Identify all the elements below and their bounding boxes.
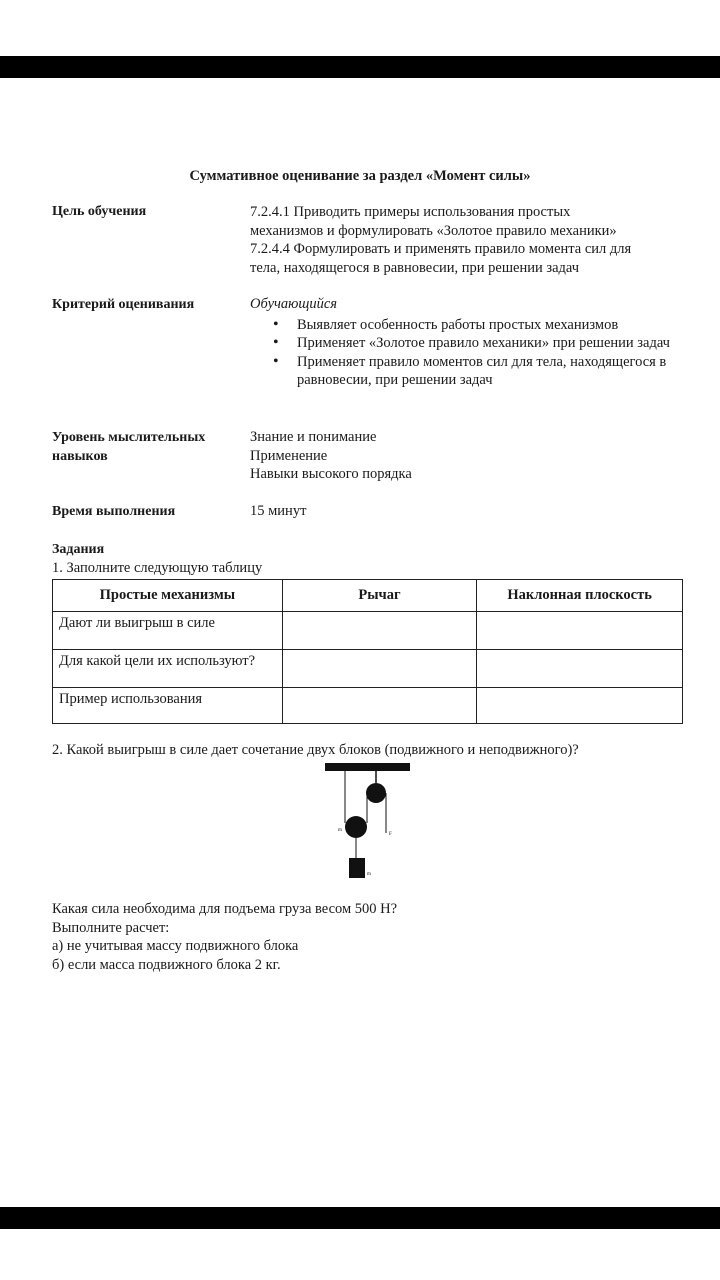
table-row xyxy=(53,688,683,724)
svg-text:F: F xyxy=(389,832,392,837)
top-black-bar xyxy=(0,56,720,78)
goal-label: Цель обучения xyxy=(52,204,147,219)
criteria-intro: Обучающийся xyxy=(250,296,338,312)
table-cell[interactable] xyxy=(282,612,477,650)
criteria-block xyxy=(250,295,680,390)
row-label: Для какой цели их используют? xyxy=(53,650,283,688)
table-cell[interactable] xyxy=(282,650,477,688)
table-cell[interactable] xyxy=(477,688,683,724)
calc-line: а) не учитывая массу подвижного блока xyxy=(52,938,299,954)
fixed-pulley xyxy=(366,783,386,803)
calc-line: б) если масса подвижного блока 2 кг. xyxy=(52,956,281,973)
table-row xyxy=(53,650,683,688)
row-label: Дают ли выигрыш в силе xyxy=(53,612,283,650)
svg-text:m: m xyxy=(367,872,371,877)
movable-pulley xyxy=(345,816,367,838)
task2-text: 2. Какой выигрыш в силе дает сочетание двух блоков (подвижного и неподвижного)? xyxy=(52,742,579,758)
tasks-heading: Задания xyxy=(52,542,105,557)
mechanisms-table xyxy=(52,579,683,724)
skill-value: Знание и понимание xyxy=(250,429,377,445)
bottom-black-bar xyxy=(0,1207,720,1229)
criteria-item: • Выявляет особенность работы простых механизмов xyxy=(297,316,680,335)
table-header: Наклонная плоскость xyxy=(477,580,683,612)
calc-line: Выполните расчет: xyxy=(52,919,170,936)
skills-label-line: Уровень мыслительных xyxy=(52,430,206,445)
load-weight xyxy=(349,858,365,878)
criteria-item: • Применяет правило моментов сил для тела, находящегося в равновесии, при решении задач xyxy=(297,353,680,390)
goal-text xyxy=(250,203,631,277)
criteria-label: Критерий оценивания xyxy=(52,297,195,312)
table-header: Простые механизмы xyxy=(53,580,283,612)
skills-label-line: навыков xyxy=(52,449,108,464)
table-header-row xyxy=(53,580,683,612)
row-label: Пример использования xyxy=(53,688,283,724)
time-label: Время выполнения xyxy=(52,504,176,519)
task1-text: 1. Заполните следующую таблицу xyxy=(52,560,263,576)
skills-label xyxy=(52,428,205,466)
calc-block xyxy=(52,900,397,974)
skill-value: Навыки высокого порядка xyxy=(250,466,412,482)
criteria-item: • Применяет «Золотое правило механики» при решении задач xyxy=(297,334,680,353)
document-title: Суммативное оценивание за раздел «Момент силы» xyxy=(189,168,531,184)
svg-text:m: m xyxy=(338,828,342,833)
criteria-list xyxy=(250,316,680,390)
skill-value: Применение xyxy=(250,447,328,464)
table-cell[interactable] xyxy=(477,612,683,650)
pulley-diagram xyxy=(325,763,410,883)
table-cell[interactable] xyxy=(282,688,477,724)
calc-line: Какая сила необходима для подъема груза весом 500 Н? xyxy=(52,901,398,917)
table-header: Рычаг xyxy=(282,580,477,612)
ceiling-beam xyxy=(325,763,410,771)
time-value: 15 минут xyxy=(250,503,307,519)
goal-line: 7.2.4.1 Приводить примеры использования простых xyxy=(250,204,571,220)
goal-line: 7.2.4.4 Формулировать и применять правило момента сил для xyxy=(250,241,632,257)
skills-values xyxy=(250,428,412,484)
goal-line: механизмов и формулировать «Золотое правило механики» xyxy=(250,222,617,239)
table-row xyxy=(53,612,683,650)
table-cell[interactable] xyxy=(477,650,683,688)
goal-line: тела, находящегося в равновесии, при решении задач xyxy=(250,259,580,276)
